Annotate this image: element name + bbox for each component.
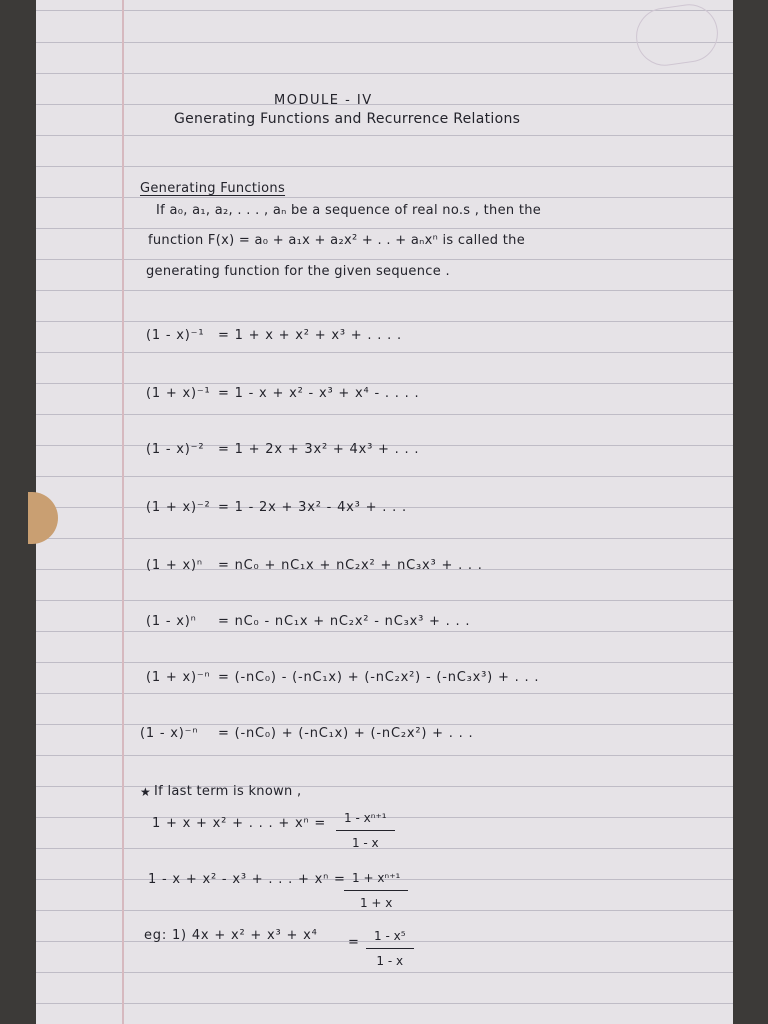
last-term-heading: If last term is known , — [154, 784, 302, 799]
expansion-rhs: = (-nC₀) - (-nC₁x) + (-nC₂x²) - (-nC₃x³) + . . . — [218, 670, 540, 685]
notebook-page — [36, 0, 733, 1024]
expansion-lhs: (1 + x)⁻ⁿ — [146, 670, 211, 685]
definition-line-2: function F(x) = a₀ + a₁x + a₂x² + . . + aₙxⁿ is called the — [148, 233, 525, 248]
definition-line-1: If a₀, a₁, a₂, . . . , aₙ be a sequence of real no.s , then the — [156, 203, 542, 218]
fraction-denominator: 1 - x — [351, 836, 379, 850]
expansion-rhs: = 1 - 2x + 3x² - 4x³ + . . . — [218, 500, 407, 515]
faint-stamp — [632, 1, 721, 70]
expansion-lhs: (1 - x)ⁿ — [146, 614, 197, 629]
expansion-rhs: = 1 + 2x + 3x² + 4x³ + . . . — [218, 442, 420, 457]
sum-formula-fraction — [336, 808, 395, 853]
expansion-lhs: (1 - x)⁻¹ — [146, 328, 205, 343]
module-subtitle: Generating Functions and Recurrence Relations — [174, 111, 521, 127]
expansion-rhs: = 1 - x + x² - x³ + x⁴ - . . . . — [218, 386, 420, 401]
alternating-sum-lhs: 1 - x + x² - x³ + . . . + xⁿ = — [148, 872, 346, 887]
expansion-rhs: = nC₀ + nC₁x + nC₂x² + nC₃x³ + . . . — [218, 558, 483, 573]
expansion-rhs: = (-nC₀) + (-nC₁x) + (-nC₂x²) + . . . — [218, 726, 474, 741]
expansion-rhs: = 1 + x + x² + x³ + . . . . — [218, 328, 402, 343]
example-lhs: eg: 1) 4x + x² + x³ + x⁴ — [144, 928, 318, 943]
module-title: MODULE - IV — [274, 93, 373, 108]
fraction-numerator: 1 - xⁿ⁺¹ — [336, 808, 395, 831]
sum-formula-lhs: 1 + x + x² + . . . + xⁿ = — [152, 816, 327, 831]
alternating-sum-fraction — [344, 868, 408, 913]
fraction-numerator: 1 - x⁵ — [366, 926, 414, 949]
expansion-lhs: (1 - x)⁻ⁿ — [140, 726, 199, 741]
fraction-denominator: 1 - x — [376, 954, 404, 968]
expansion-lhs: (1 - x)⁻² — [146, 442, 205, 457]
margin-line — [122, 0, 124, 1024]
expansion-lhs: (1 + x)⁻² — [146, 500, 211, 515]
fraction-denominator: 1 + x — [359, 896, 393, 910]
expansion-rhs: = nC₀ - nC₁x + nC₂x² - nC₃x³ + . . . — [218, 614, 471, 629]
definition-line-3: generating function for the given sequence . — [146, 264, 450, 279]
expansion-lhs: (1 + x)ⁿ — [146, 558, 203, 573]
star-icon: ★ — [140, 785, 152, 799]
expansion-lhs: (1 + x)⁻¹ — [146, 386, 211, 401]
fraction-numerator: 1 + xⁿ⁺¹ — [344, 868, 408, 891]
example-fraction — [366, 926, 414, 971]
example-equals: = — [348, 935, 360, 950]
section-heading: Generating Functions — [140, 181, 286, 196]
